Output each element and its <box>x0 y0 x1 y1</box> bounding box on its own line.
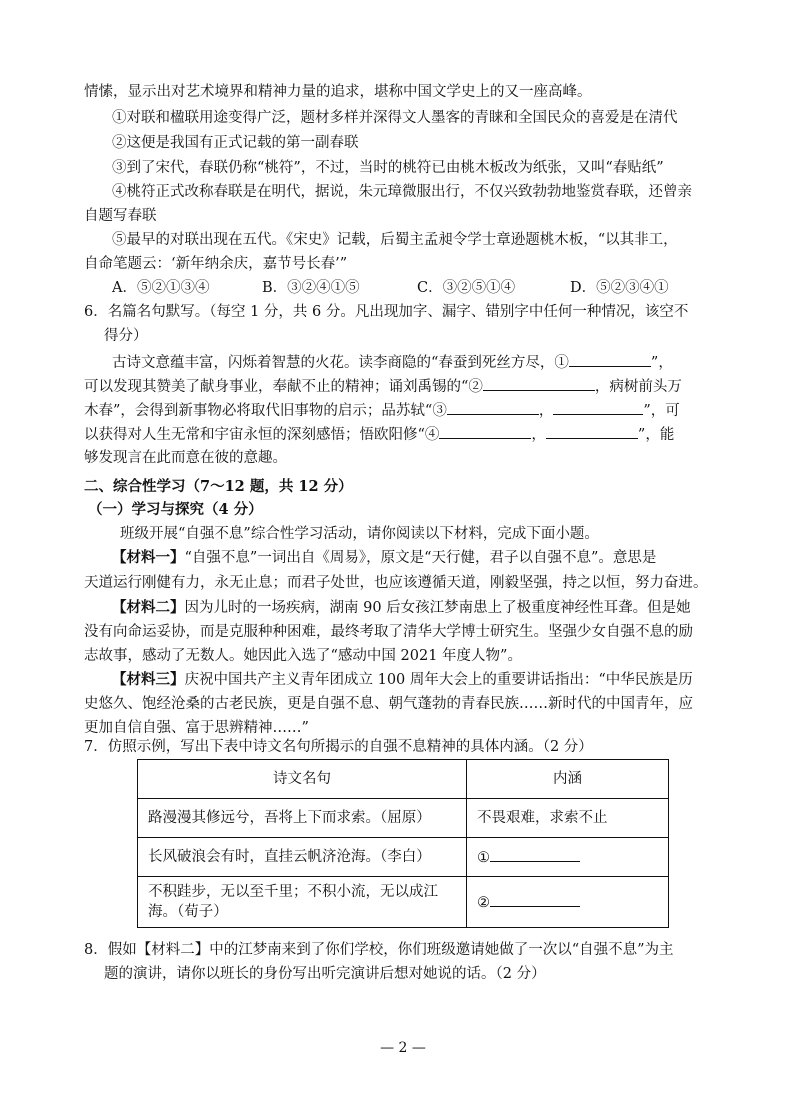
fill-blank-3b[interactable] <box>553 400 643 415</box>
answer-blank-1[interactable] <box>490 847 580 862</box>
q8-title: 8．假如【材料二】中的江梦南来到了你们学校，你们班级邀请她做了一次以“自强不息”为主 <box>84 942 674 958</box>
table-header: 诗文名句 <box>138 760 467 799</box>
cell-line: 不积跬步，无以至千里；不积小流，无以成江 <box>148 884 438 900</box>
q6-text: 以获得对人生无常和宇宙永恒的深刻感悟；悟欧阳修“④ <box>84 427 440 443</box>
option-b[interactable]: B．③②④①⑤ <box>262 280 360 296</box>
table-row <box>138 799 669 838</box>
table-header-row <box>138 760 669 799</box>
option-c[interactable]: C．③②⑤①④ <box>417 280 516 296</box>
material-1-cont: 天道运行刚健有力，永无止息；而君子处世，也应该遵循天道，刚毅坚强，持之以恒，努力奋进。 <box>84 575 708 591</box>
q7-title: 7．仿照示例，写出下表中诗文名句所揭示的自强不息精神的具体内涵。（2 分） <box>84 739 593 755</box>
sentence-5: ⑤最早的对联出现在五代。《宋史》记载，后蜀主孟昶令学士章逊题桃木板，“以其非工， <box>112 232 678 248</box>
material-tag: 【材料二】 <box>112 599 185 616</box>
option-a[interactable]: A．⑤②①③④ <box>112 280 210 296</box>
q6-para-line <box>84 376 682 397</box>
fill-blank-3a[interactable] <box>447 400 539 415</box>
material-tag: 【材料一】 <box>112 549 185 566</box>
fill-blank-4b[interactable] <box>546 424 638 439</box>
material-tag: 【材料三】 <box>112 671 185 688</box>
q6-text: ”，能 <box>637 427 675 443</box>
material-3 <box>112 670 693 690</box>
table-cell: 长风破浪会有时，直挂云帆济沧海。（李白） <box>138 838 467 877</box>
blank-marker: ① <box>477 849 490 866</box>
q6-title: 6．名篇名句默写。（每空 1 分，共 6 分。凡出现加字、漏字、错别字中任何一种情况，该空不 <box>84 304 689 320</box>
q6-para-line: 够发现言在此而意在彼的意趣。 <box>84 450 287 466</box>
material-2 <box>112 598 691 618</box>
table-header: 内涵 <box>467 760 669 799</box>
fill-blank-4a[interactable] <box>439 424 531 439</box>
material-text: 因为儿时的一场疾病，湖南 90 后女孩江梦南患上了极重度神经性耳聋。但是她 <box>184 600 691 616</box>
sentence-4-cont: 自题写春联 <box>84 208 157 224</box>
intro-text: 班级开展“自强不息”综合性学习活动，请你阅读以下材料，完成下面小题。 <box>120 526 599 542</box>
table-cell <box>138 877 467 928</box>
q6-text: ”， <box>650 355 673 371</box>
q6-title-cont: 得分） <box>104 328 148 344</box>
blank-marker: ② <box>477 894 490 911</box>
answer-options <box>112 278 712 298</box>
subsection-title: （一）学习与探究（4 分） <box>88 501 263 518</box>
table-cell: 路漫漫其修远兮，吾将上下而求索。（屈原） <box>138 799 467 838</box>
q6-text: ，病树前头万 <box>594 379 682 395</box>
q7-table <box>137 759 669 928</box>
fill-blank-1[interactable] <box>569 352 651 367</box>
answer-blank-2[interactable] <box>490 892 580 907</box>
text-line: 情愫，显示出对艺术境界和精神力量的追求，堪称中国文学史上的又一座高峰。 <box>84 84 592 100</box>
q6-text: ， <box>531 427 546 443</box>
table-cell <box>467 838 669 877</box>
material-text: 庆祝中国共产主义青年团成立 100 周年大会上的重要讲话指出：“中华民族是历 <box>184 672 693 688</box>
q6-text: 可以发现其赞美了献身事业，奉献不止的精神；诵刘禹锡的“② <box>84 379 483 395</box>
fill-blank-2[interactable] <box>483 376 595 391</box>
q6-para-line <box>84 424 674 445</box>
table-row <box>138 877 669 928</box>
material-3-cont: 史悠久、饱经沧桑的古老民族，更是自强不息、朝气蓬勃的青春民族……新时代的中国青年，应 <box>84 696 693 712</box>
q6-text: 木春”，会得到新事物必将取代旧事物的启示；品苏轼“③ <box>84 403 447 419</box>
option-d[interactable]: D．⑤②③④① <box>570 280 669 296</box>
q6-text: ”，可 <box>643 403 680 419</box>
page-number: — 2 — <box>380 1040 426 1056</box>
q8-title-cont: 题的演讲，请你以班长的身份写出听完演讲后想对她说的话。（2 分） <box>104 966 546 982</box>
q6-para-line <box>112 352 673 373</box>
q6-text: 古诗文意蕴丰富，闪烁着智慧的火花。读李商隐的“春蚕到死丝方尽，① <box>112 355 569 371</box>
sentence-1: ①对联和楹联用途变得广泛，题材多样并深得文人墨客的青睐和全国民众的喜爱是在清代 <box>112 110 678 126</box>
material-1 <box>112 548 656 568</box>
material-2-cont: 志故事，感动了无数人。她因此入选了“感动中国 2021 年度人物”。 <box>84 648 522 664</box>
section-title: 二、综合性学习（7～12 题，共 12 分） <box>84 478 353 495</box>
cell-line: 海。（荀子） <box>148 904 228 920</box>
material-3-cont: 更加自信自强、富于思辨精神……” <box>84 720 309 736</box>
sentence-5-cont: 自命笔题云：‘新年纳余庆，嘉节号长春’” <box>84 256 348 272</box>
table-row <box>138 838 669 877</box>
q6-text: ， <box>538 403 554 419</box>
table-cell <box>467 877 669 928</box>
sentence-2: ②这便是我国有正式记载的第一副春联 <box>112 135 359 151</box>
sentence-4: ④桃符正式改称春联是在明代，据说，朱元璋微服出行，不仅兴致勃勃地鉴赏春联，还曾亲 <box>112 184 692 200</box>
table-cell: 不畏艰难，求索不止 <box>467 799 669 838</box>
material-2-cont: 没有向命运妥协，而是克服种种困难，最终考取了清华大学博士研究生。坚强少女自强不息的励 <box>84 624 693 640</box>
material-text: “自强不息”一词出自《周易》，原文是“天行健，君子以自强不息”。意思是 <box>184 550 657 566</box>
sentence-3: ③到了宋代，春联仍称“桃符”，不过，当时的桃符已由桃木板改为纸张，又叫“春贴纸” <box>112 160 664 176</box>
q6-para-line <box>84 400 680 421</box>
